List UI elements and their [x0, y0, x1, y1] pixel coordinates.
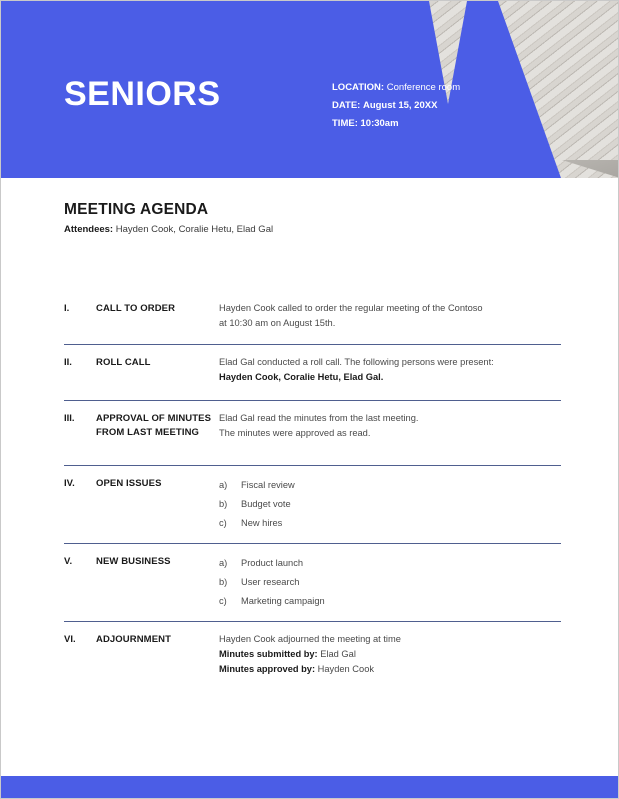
- table-row: [64, 401, 561, 466]
- minutes-approved-value: Hayden Cook: [315, 664, 375, 674]
- agenda-item-body: [219, 476, 561, 533]
- document-header: [1, 1, 619, 178]
- agenda-numeral: I.: [64, 303, 70, 314]
- list-marker: c): [219, 596, 227, 606]
- meta-row-location: [332, 79, 460, 97]
- document-title-block: [64, 201, 561, 236]
- meta-value-location: Conference room: [386, 82, 461, 93]
- list-label: User research: [241, 577, 300, 587]
- minutes-submitted-line: [219, 647, 561, 662]
- agenda-item-title: OPEN ISSUES: [96, 478, 162, 489]
- body-line: Elad Gal read the minutes from the last meeting.: [219, 413, 419, 423]
- body-line-bold: Hayden Cook, Coralie Hetu, Elad Gal.: [219, 372, 384, 382]
- table-row: [64, 622, 561, 687]
- minutes-submitted-value: Elad Gal: [317, 649, 356, 659]
- table-row: [64, 544, 561, 622]
- agenda-numeral: V.: [64, 556, 73, 567]
- list-label: Fiscal review: [241, 480, 295, 490]
- list-label: Budget vote: [241, 499, 291, 509]
- body-line: Hayden Cook adjourned the meeting at time: [219, 634, 401, 644]
- agenda-numeral: III.: [64, 413, 75, 424]
- agenda-numeral: II.: [64, 357, 72, 368]
- agenda-sublist: [219, 554, 561, 611]
- list-item: [219, 554, 561, 573]
- minutes-approved-label: Minutes approved by:: [219, 664, 316, 674]
- list-marker: b): [219, 499, 228, 509]
- agenda-item-title: ROLL CALL: [96, 357, 151, 368]
- header-meta-block: [332, 79, 460, 133]
- list-marker: c): [219, 518, 227, 528]
- agenda-item-body: [219, 554, 561, 611]
- agenda-item-body: [219, 411, 561, 441]
- table-row: [64, 291, 561, 345]
- body-line: Hayden Cook called to order the regular meeting of the Contoso: [219, 303, 483, 313]
- attendees-value: Hayden Cook, Coralie Hetu, Elad Gal: [115, 224, 274, 236]
- list-label: New hires: [241, 518, 283, 528]
- meta-label-location: LOCATION:: [332, 82, 385, 93]
- table-row: [64, 345, 561, 401]
- meta-row-date: [332, 97, 460, 115]
- agenda-numeral: VI.: [64, 634, 76, 645]
- agenda-item-title: APPROVAL OF MINUTES FROM LAST MEETING: [96, 413, 212, 438]
- agenda-numeral: IV.: [64, 478, 75, 489]
- page-title: MEETING AGENDA: [64, 201, 209, 218]
- list-label: Product launch: [241, 558, 304, 568]
- attendees-label: Attendees:: [64, 224, 114, 236]
- agenda-item-title: NEW BUSINESS: [96, 556, 171, 567]
- list-label: Marketing campaign: [241, 596, 325, 606]
- meta-value-date: August 15, 20XX: [362, 100, 438, 111]
- list-marker: a): [219, 558, 228, 568]
- footer-bar: [1, 776, 619, 798]
- body-line: Elad Gal conducted a roll call. The following persons were present:: [219, 357, 494, 367]
- agenda-item-title: CALL TO ORDER: [96, 303, 176, 314]
- table-row: [64, 466, 561, 544]
- agenda-sublist: [219, 476, 561, 533]
- body-line: The minutes were approved as read.: [219, 428, 371, 438]
- list-item: [219, 514, 561, 533]
- attendees-line: [64, 224, 561, 236]
- list-marker: b): [219, 577, 228, 587]
- agenda-item-body: [219, 355, 561, 385]
- meta-label-time: TIME:: [332, 118, 358, 129]
- agenda-item-body: [219, 632, 561, 677]
- agenda-item-title: ADJOURNMENT: [96, 634, 171, 645]
- list-marker: a): [219, 480, 228, 490]
- minutes-approved-line: [219, 662, 561, 677]
- list-item: [219, 476, 561, 495]
- meta-value-time: 10:30am: [360, 118, 399, 129]
- brand-title: SENIORS: [64, 75, 221, 113]
- meta-row-time: [332, 115, 460, 133]
- meta-label-date: DATE:: [332, 100, 361, 111]
- agenda-table: [64, 291, 561, 687]
- list-item: [219, 495, 561, 514]
- body-line: at 10:30 am on August 15th.: [219, 318, 336, 328]
- agenda-item-body: [219, 301, 561, 331]
- minutes-submitted-label: Minutes submitted by:: [219, 649, 318, 659]
- list-item: [219, 592, 561, 611]
- list-item: [219, 573, 561, 592]
